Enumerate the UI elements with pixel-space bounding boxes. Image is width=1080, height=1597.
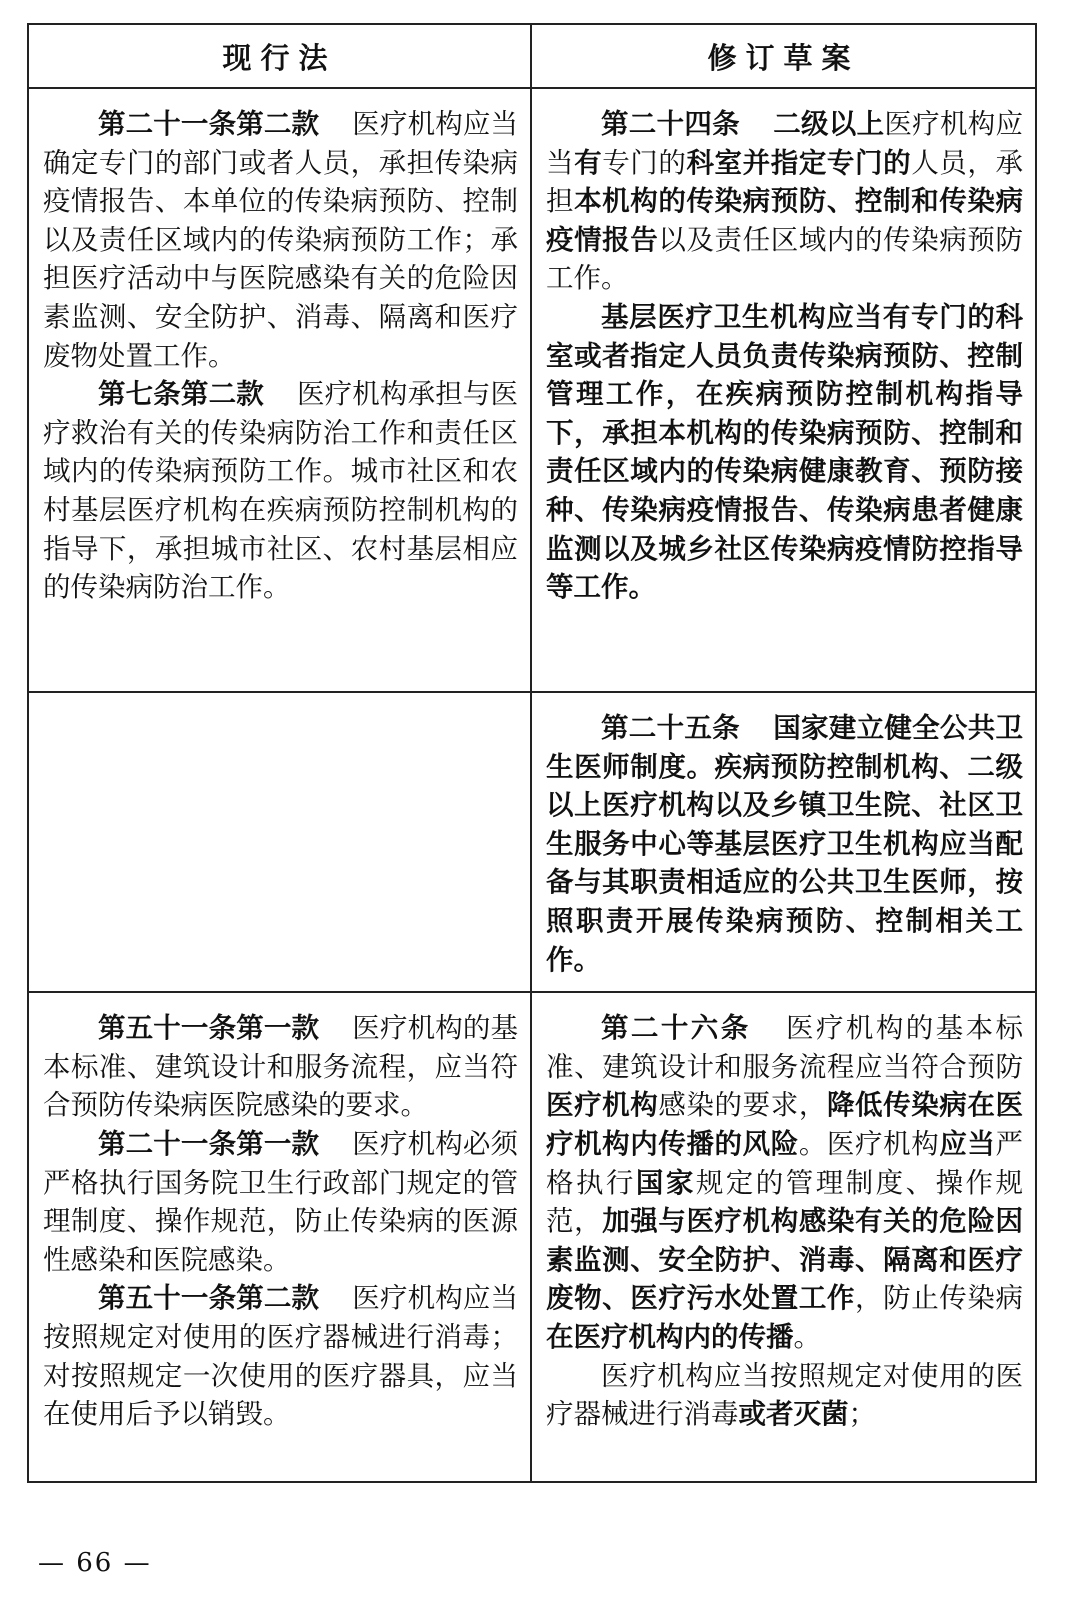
article-title: 第二十五条 <box>601 712 740 744</box>
text-segment: 感染的要求， <box>658 1089 827 1122</box>
table-header-row <box>28 24 1036 88</box>
current-law-cell <box>28 992 531 1482</box>
article-paragraph <box>43 1009 518 1125</box>
cell-body <box>532 89 1035 619</box>
comparison-table <box>27 23 1037 1483</box>
text-segment: 医疗机构应当按照规定对使用的医疗器械进行消毒；对按照规定一次使用的医疗器具，应当在使用后予以销毁。 <box>43 1282 519 1431</box>
revised-text: 基层医疗卫生机构应当有专门的科室或者指定人员负责传染病预防、控制管理工作，在疾病预防控制机构指导下，承担本机构的传染病预防、控制和责任区域内的传染病健康教育、预防接种、传染病疫情报告、传染病患者健康监测以及城乡社区传染病疫情防控指导等工作。 <box>546 300 1023 604</box>
article-paragraph <box>43 105 518 375</box>
text-segment: 医疗机构的基本标准、建筑设计和服务流程应当符合预防 <box>546 1012 1024 1083</box>
cell-body <box>29 993 530 1446</box>
table-row <box>28 992 1036 1482</box>
text-segment: 。医疗机构 <box>798 1127 940 1160</box>
text-segment: 医疗机构承担与医疗救治有关的传染病防治工作和责任区域内的传染病预防工作。城市社区和农村基层医疗机构在疾病预防控制机构的指导下，承担城市社区、农村基层相应的传染病防治工作。 <box>43 378 519 604</box>
cell-body <box>532 993 1035 1446</box>
article-title: 第五十一条第一款 <box>98 1012 320 1045</box>
text-segment: 医疗机构的基本标准、建筑设计和服务流程，应当符合预防传染病医院感染的要求。 <box>43 1012 519 1122</box>
text-segment: 严格执行 <box>546 1127 1023 1199</box>
table-row <box>28 692 1036 992</box>
current-law-cell <box>28 692 531 992</box>
article-paragraph <box>546 1009 1023 1356</box>
revised-text: 应当 <box>939 1127 996 1160</box>
text-segment: 医疗机构应当 <box>546 108 1024 179</box>
revised-text: 本机构的传染病预防、控制和传染病疫情报告 <box>546 185 1023 256</box>
header-draft-revision: 修订草案 <box>531 24 1036 88</box>
article-paragraph <box>546 1357 1023 1434</box>
text-segment: 医疗机构应当按照规定对使用的医疗器械进行消毒 <box>546 1359 1023 1431</box>
revised-text: 有 <box>574 146 603 179</box>
revised-text: 国家 <box>635 1166 696 1199</box>
text-segment: 医疗机构应当确定专门的部门或者人员，承担传染病疫情报告、本单位的传染病预防、控制以及责任区域内的传染病预防工作；承担医疗活动中与医院感染有关的危险因素监测、安全防护、消毒、隔离和医疗废物处置工作。 <box>43 108 519 372</box>
cell-body <box>532 693 1035 991</box>
text-segment: 。 <box>793 1320 821 1353</box>
text-segment: 以及责任区域内的传染病预防工作。 <box>546 223 1023 295</box>
article-paragraph <box>43 1125 518 1279</box>
text-segment: 医疗机构必须严格执行国务院卫生行政部门规定的管理制度、操作规范，防止传染病的医源性感染和医院感染。 <box>43 1127 519 1276</box>
text-segment: 规定的管理制度、操作规范， <box>546 1166 1024 1238</box>
draft-cell <box>531 692 1036 992</box>
revised-text: 国家建立健全公共卫生医师制度。疾病预防控制机构、二级以上医疗机构以及乡镇卫生院、社区卫生服务中心等基层医疗卫生机构应当配备与其职责相适应的公共卫生医师，按照职责开展传染病预防、控制相关工作。 <box>546 712 1024 976</box>
cell-body <box>29 693 530 721</box>
article-paragraph <box>546 709 1023 979</box>
article-title: 第二十一条第一款 <box>98 1127 320 1160</box>
draft-cell <box>531 992 1036 1482</box>
text-segment: 专门的 <box>602 146 687 179</box>
article-paragraph <box>43 1279 518 1433</box>
revised-text: 在医疗机构内的传播 <box>546 1320 794 1353</box>
table-row <box>28 88 1036 692</box>
article-title: 第二十四条 <box>601 108 740 140</box>
revised-text: 科室并指定专门的 <box>686 146 912 179</box>
text-segment: ，防止传染病 <box>855 1282 1023 1315</box>
article-paragraph <box>546 298 1023 607</box>
article-title: 第七条第二款 <box>98 378 264 411</box>
current-law-cell <box>28 88 531 692</box>
draft-cell <box>531 88 1036 692</box>
article-title: 第五十一条第二款 <box>98 1282 320 1315</box>
revised-text: 加强与医疗机构感染有关的危险因素监测、安全防护、消毒、隔离和医疗废物、医疗污水处置工作 <box>546 1205 1023 1315</box>
article-title: 第二十一条第二款 <box>98 108 320 140</box>
revised-text: 或者灭菌 <box>738 1398 849 1431</box>
text-segment: ； <box>848 1398 876 1431</box>
revised-text: 降低传染病在医疗机构内传播的风险 <box>546 1089 1023 1160</box>
cell-body <box>29 89 530 619</box>
revised-text: 二级以上 <box>772 108 885 140</box>
revised-text: 医疗机构 <box>546 1089 659 1122</box>
page-number: — 66 — <box>38 1548 152 1578</box>
text-segment: 人员，承担 <box>546 146 1023 218</box>
article-paragraph <box>546 105 1023 298</box>
article-title: 第二十六条 <box>601 1012 751 1045</box>
article-paragraph <box>43 375 518 607</box>
header-current-law: 现行法 <box>28 24 531 88</box>
